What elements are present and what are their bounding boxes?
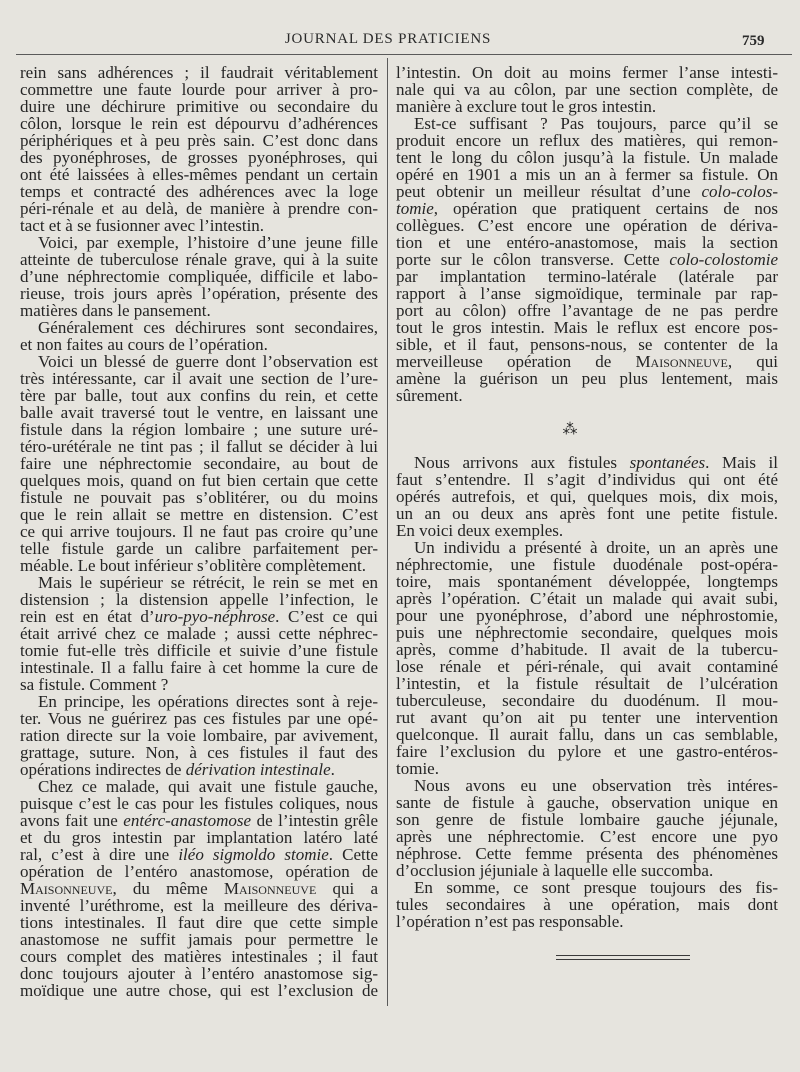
small-caps-name: Maisonneuve: [635, 352, 728, 371]
text-line: ration directe sur la voie lombaire, par avivement,: [20, 726, 378, 745]
text-line: néphrectomie, une fistule duodénale post-opéra-: [396, 555, 778, 574]
text-line: [396, 251, 778, 268]
text-line: rut avant qu’on ait pu tenter une intervention: [396, 708, 778, 727]
text-line: après une néphrectomie. C’est encore une pyo: [396, 827, 778, 846]
text-line: quelconque. Il aurait fallu, dans un cas semblable,: [396, 725, 778, 744]
text-line: Nous avons eu une observation très intéres-: [414, 776, 778, 795]
text-segment: . Mais il: [705, 453, 778, 472]
text-line: après, comme d’habitude. Il avait de la tubercu-: [396, 640, 778, 659]
text-line: que le rein allait se mettre en distension. C’est: [20, 505, 378, 524]
italic-text: colo-colos-: [701, 182, 778, 201]
text-line: l’intestin, et la fistule résultait de l’ulcération: [396, 674, 778, 693]
text-line: ont été laissées à elles-mêmes pendant un certain: [20, 165, 378, 184]
text-line: donc toujours ajouter à l’entéro anastomose sig-: [20, 964, 378, 983]
text-line: cours complet des matières intestinales ; il faut: [20, 947, 378, 966]
text-line: néphrose. Cette femme présenta des phénomènes: [396, 844, 778, 863]
text-line: moïdique une autre chose, qui est l’exclusion de: [20, 981, 378, 1000]
paragraph: [396, 879, 778, 930]
text-line: tomie fut-elle très difficile et suivie d’une fistule: [20, 641, 378, 660]
text-line: fistule ne pouvait pas s’oblitérer, ou du moins: [20, 488, 378, 507]
paragraph: [396, 64, 778, 115]
text-line: produit encore un reflux des matières, qui remon-: [396, 131, 778, 150]
text-line: [396, 200, 778, 217]
text-line: tion et une entéro-anastomose, mais la section: [396, 233, 778, 252]
text-segment: de l’intestin grêle: [251, 811, 378, 830]
text-segment: porte sur le côlon transverse. Cette: [396, 250, 670, 269]
text-line: tules secondaires à une opération, mais dont: [396, 895, 778, 914]
text-line: faut s’entendre. Il s’agit d’individus qui ont été: [396, 470, 778, 489]
text-line: inventé l’uréthrome, est la meilleure des dériva-: [20, 896, 378, 915]
right-column-section-1: [396, 64, 778, 404]
paragraph: [20, 353, 378, 574]
text-line: tions intestinales. Il faut dire que cette simple: [20, 913, 378, 932]
paragraph: [396, 539, 778, 777]
text-line: ce qui arrive toujours. Il ne faut pas croire qu’une: [20, 522, 378, 541]
text-line: telle fistule garde un calibre parfaitement per-: [20, 539, 378, 558]
text-line: Est-ce suffisant ? Pas toujours, parce qu’il se: [414, 114, 778, 133]
text-line: sible, et il faut, pensons-nous, se contenter de la: [396, 335, 778, 354]
text-line: [20, 880, 378, 897]
paragraph: [396, 777, 778, 879]
text-line: puisque c’est le cas pour les fistules coliques, nous: [20, 794, 378, 813]
text-line: faire une néphrectomie secondaire, au bout de: [20, 454, 378, 473]
text-segment: peut obtenir un meilleur résultat d’une: [396, 182, 702, 201]
text-line: Chez ce malade, qui avait une fistule gauche,: [38, 777, 378, 796]
text-line: son genre de fistule lombaire gauche jéjunale,: [396, 810, 778, 829]
text-line: d’occlusion jéjuniale à laquelle elle succomba.: [396, 861, 714, 880]
text-line: rapport à l’anse sigmoïdique, terminale par rap-: [396, 284, 778, 303]
paragraph: [20, 234, 378, 319]
text-line: téro-urétérale ne tint pas ; il fallut se décider à lui: [20, 437, 378, 456]
paragraph: [20, 574, 378, 693]
text-line: ter. Vous ne guérirez pas ces fistules par une opé-: [20, 709, 378, 728]
right-column: [396, 64, 778, 930]
text-line: tère par balle, tout aux confins du rein, et cette: [20, 386, 378, 405]
text-segment: qui a: [316, 879, 378, 898]
text-line: distension ; la distension appelle l’infection, le: [20, 590, 378, 609]
paragraph: [20, 64, 378, 234]
text-segment: Nous arrivons aux fistules: [414, 453, 630, 472]
text-line: [20, 761, 378, 778]
text-line: tuberculeuse, secondaire du duodénum. Il mou-: [396, 691, 778, 710]
text-line: toire, mais spontanément développée, longtemps: [396, 572, 778, 591]
text-line: tomie.: [396, 759, 439, 778]
text-line: opération de l’entéro anastomose, opération de: [20, 862, 378, 881]
text-segment: ral, c’est à dire une: [20, 845, 179, 864]
text-segment: merveilleuse opération de: [396, 352, 636, 371]
text-segment: , qui: [727, 352, 778, 371]
small-caps-name: Maisonneuve: [223, 879, 317, 898]
text-line: [396, 353, 778, 370]
text-line: sûrement.: [396, 386, 463, 405]
text-line: tout le gros intestin. Mais le reflux est encore pos-: [396, 318, 778, 337]
text-line: [20, 846, 378, 863]
text-line: En principe, les opérations directes sont à reje-: [38, 692, 378, 711]
text-line: après l’opération. C’était un malade qui avait subi,: [396, 589, 778, 608]
text-line: intestinale. Il a fallu faire à cet homme la cure de: [20, 658, 378, 677]
text-segment: , opération que pratiquent certains de nos: [433, 199, 778, 218]
text-line: par implantation termino-latérale (latérale par: [396, 267, 778, 286]
text-line: matières dans le pansement.: [20, 301, 211, 320]
text-line: était arrivé chez ce malade ; aussi cette néphrec-: [20, 624, 378, 643]
text-line: En voici deux exemples.: [396, 521, 564, 540]
text-line: Généralement ces déchirures sont secondaires,: [38, 318, 378, 337]
text-line: et non faites au cours de l’opération.: [20, 335, 268, 354]
text-line: balle avait traversé tout le ventre, en laissant une: [20, 403, 378, 422]
text-line: nale qui va au côlon, par une section complète, de: [396, 80, 778, 99]
text-line: port au côlon) offre l’avantage de ne pas perdre: [396, 301, 778, 320]
left-column: [20, 64, 378, 999]
text-segment: , du même: [112, 879, 224, 898]
italic-text: tomie: [396, 199, 434, 218]
text-line: puis une néphrectomie secondaire, quelques mois: [396, 623, 778, 642]
text-line: lose rénale et péri-rénale, qui avait contaminé: [396, 657, 778, 676]
text-line: anastomose ne suffit jamais pour permettre le: [20, 930, 378, 949]
text-line: [20, 812, 378, 829]
italic-text: dérivation intestinale: [185, 760, 331, 779]
italic-text: iléo sigmoldo stomie: [178, 845, 329, 864]
text-line: faire l’exclusion du pylore et une gastro-entéros-: [396, 742, 778, 761]
paragraph: [20, 778, 378, 999]
text-line: rein sans adhérences ; il faudrait véritablement: [20, 63, 378, 82]
text-segment: . C’est ce qui: [275, 607, 378, 626]
text-line: très intéressante, car il avait une section de l’ure-: [20, 369, 378, 388]
journal-title: JOURNAL DES PRATICIENS: [284, 31, 492, 47]
text-line: atteinte de tuberculose rénale grave, qui à la suite: [20, 250, 378, 269]
text-line: amène la guérison un peu plus lentement, mais: [396, 369, 778, 388]
italic-text: colo-colostomie: [669, 250, 778, 269]
closing-double-rule: [556, 955, 690, 960]
header-rule: [16, 54, 792, 55]
paragraph: [396, 115, 778, 404]
text-line: côlon, lorsque le rein est dépourvu d’adhérences: [20, 114, 378, 133]
text-line: opéré en 1901 a mis un an à fermer sa fistule. On: [396, 165, 778, 184]
text-line: et du gros intestin par implantation latéro laté: [20, 828, 378, 847]
text-line: d’une néphrectomie compliquée, difficile et labo-: [20, 267, 378, 286]
small-caps-name: Maisonneuve: [20, 879, 113, 898]
text-line: un an ou deux ans après font une petite fistule.: [396, 504, 778, 523]
text-line: quelques mois, quand on fut bien certain que cette: [20, 471, 378, 490]
text-line: [396, 183, 778, 200]
text-line: grattage, suture. Non, à ces fistules il faut des: [20, 743, 378, 762]
section-break-asterism: ⁂: [562, 420, 578, 438]
text-segment: avons fait une: [20, 811, 124, 830]
text-line: méable. Le bout inférieur s’oblitère complètement.: [20, 556, 367, 575]
text-line: duire une déchirure primitive ou secondaire du: [20, 97, 378, 116]
text-line: tact et à se fusionner avec l’intestin.: [20, 216, 265, 235]
text-line: manière à exclure tout le gros intestin.: [396, 97, 657, 116]
text-line: temps et contracté des adhérences avec la loge: [20, 182, 378, 201]
text-line: Voici un blessé de guerre dont l’observation est: [38, 352, 378, 371]
text-line: tent le long du côlon jusqu’à la fistule. Un malade: [396, 148, 778, 167]
text-line: [396, 454, 778, 471]
paragraph: [20, 693, 378, 778]
italic-text: entérc-anastomose: [123, 811, 252, 830]
italic-text: uro-pyo-néphrose: [154, 607, 276, 626]
text-line: sa fistule. Comment ?: [20, 675, 169, 694]
text-line: commettre une faute lourde pour arriver à pro-: [20, 80, 378, 99]
text-line: des pyonéphroses, de grosses pyonéphroses, qui: [20, 148, 378, 167]
text-line: Mais le supérieur se rétrécit, le rein se met en: [38, 573, 378, 592]
text-line: Un individu a présenté à droite, un an après une: [414, 538, 778, 557]
text-line: pour une pyonéphrose, d’abord une néphrostomie,: [396, 606, 778, 625]
column-divider: [387, 58, 388, 1006]
text-segment: opérations indirectes de: [20, 760, 186, 779]
text-line: [20, 608, 378, 625]
italic-text: spontanées: [629, 453, 706, 472]
text-line: Voici, par exemple, l’histoire d’une jeune fille: [38, 233, 378, 252]
text-line: l’opération n’est pas responsable.: [396, 912, 624, 931]
text-line: périphériques et à peu près sain. C’est donc dans: [20, 131, 378, 150]
paragraph: [20, 319, 378, 353]
text-segment: . Cette: [328, 845, 378, 864]
paragraph: [396, 454, 778, 539]
text-line: collègues. C’est encore une opération de dériva-: [396, 216, 778, 235]
text-line: l’intestin. On doit au moins fermer l’anse intesti-: [396, 63, 778, 82]
text-line: fistule dans la région lombaire ; une suture uré-: [20, 420, 378, 439]
text-line: opérés autrefois, et qui, quelques mois, dix mois,: [396, 487, 778, 506]
page-number: 759: [742, 33, 765, 49]
text-line: sante de fistule à gauche, observation unique en: [396, 793, 778, 812]
text-line: péri-rénale et au delà, de manière à prendre con-: [20, 199, 378, 218]
text-line: rieuse, trois jours après l’opération, présente des: [20, 284, 378, 303]
text-segment: .: [330, 760, 335, 779]
right-column-section-2: [396, 454, 778, 930]
text-line: En somme, ce sont presque toujours des fis-: [414, 878, 778, 897]
text-segment: rein est en état d’: [20, 607, 155, 626]
